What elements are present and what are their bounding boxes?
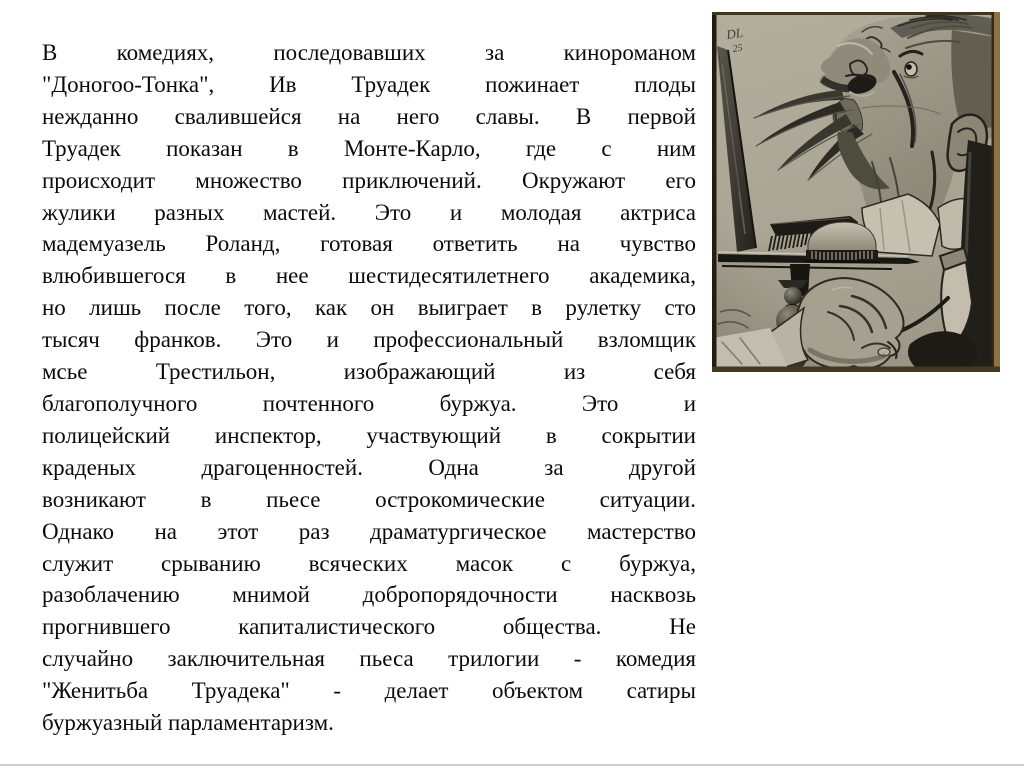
text-line: краденых драгоценностей. Одна за другой bbox=[42, 454, 696, 480]
text-line: возникают в пьесе острокомические ситуации. bbox=[42, 486, 696, 512]
text-line: происходит множество приключений. Окружают его bbox=[42, 167, 696, 193]
artist-year: 25 bbox=[731, 42, 744, 55]
text-line: полицейский инспектор, участвующий в сокрытии bbox=[42, 422, 696, 448]
text-line: Труадек показан в Монте-Карло, где с ним bbox=[42, 135, 696, 161]
text-line: "Женитьба Труадека" - делает объектом сатиры bbox=[42, 678, 696, 704]
text-line: тысяч франков. Это и профессиональный взломщик bbox=[42, 327, 696, 353]
bottom-divider-line bbox=[0, 764, 1024, 766]
text-line: мадемуазель Роланд, готовая ответить на чувство bbox=[42, 231, 696, 257]
text-line: прогнившего капиталистического общества. Не bbox=[42, 614, 696, 640]
text-line: нежданно свалившейся на него славы. В первой bbox=[42, 103, 696, 129]
text-line: мсье Трестильон, изображающий из себя bbox=[42, 359, 696, 385]
text-line: В комедиях, последовавших за кинороманом bbox=[42, 40, 696, 65]
text-line: Однако на этот раз драматургическое мастерство bbox=[42, 518, 696, 544]
text-line: влюбившегося в нее шестидесятилетнего академика, bbox=[42, 263, 696, 289]
text-line: буржуазный парламентаризм. bbox=[42, 710, 334, 736]
text-line: случайно заключительная пьеса трилогии - комедия bbox=[42, 646, 696, 672]
text-line: разоблачению мнимой добропорядочности насквозь bbox=[42, 582, 696, 608]
caricature-figure bbox=[712, 12, 1000, 372]
artist-monogram: DL bbox=[725, 24, 744, 42]
text-line: служит срыванию всяческих масок с буржуа, bbox=[42, 550, 696, 576]
text-line: "Доногоо-Тонка", Ив Труадек пожинает плоды bbox=[42, 71, 696, 97]
text-line: но лишь после того, как он выиграет в рулетку сто bbox=[42, 295, 696, 321]
caricature-drawing bbox=[712, 12, 1000, 372]
text-line: жулики разных мастей. Это и молодая актриса bbox=[42, 199, 696, 225]
text-line: благополучного почтенного буржуа. Это и bbox=[42, 390, 696, 416]
body-paragraph bbox=[42, 37, 696, 739]
